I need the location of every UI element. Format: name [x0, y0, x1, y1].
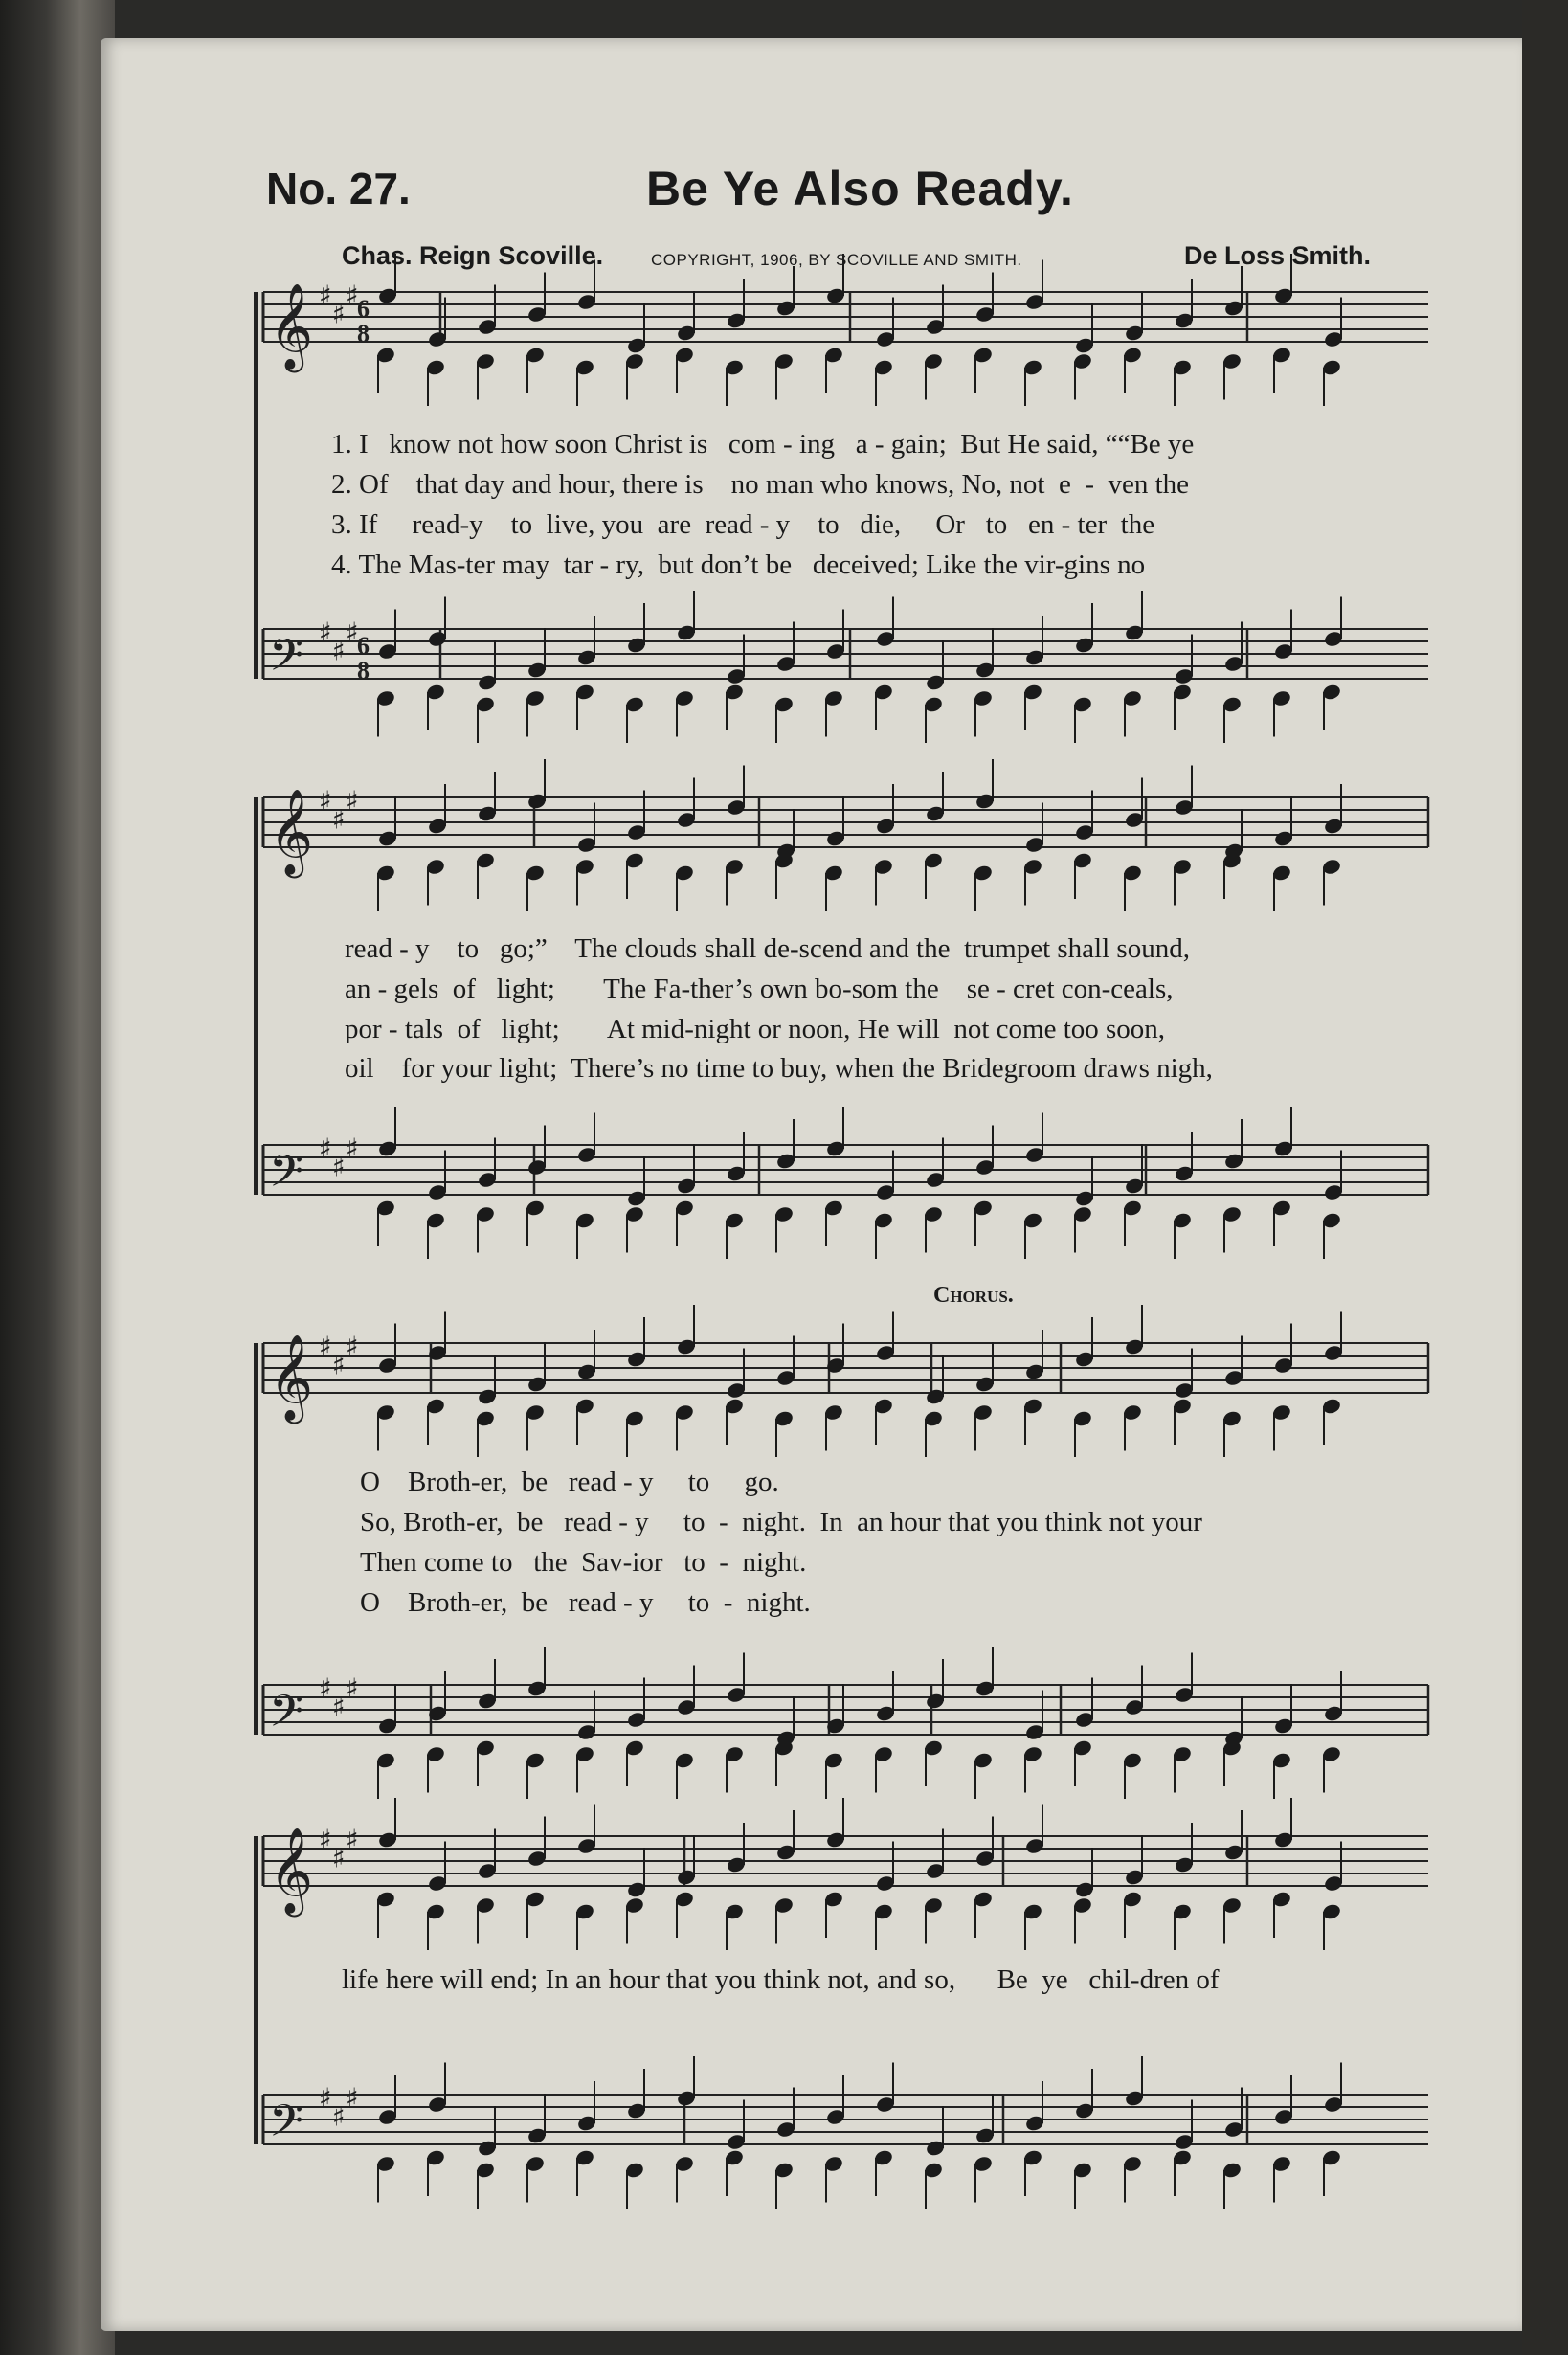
key-sharp: ♯ [346, 785, 359, 817]
lyric-chorus-line-5: life here will end; In an hour that you think not, and so, Be ye chil-dren of [342, 1964, 1220, 1995]
lyric-verse-4-line-2: oil for your light; There’s no time to buy, when the Bridegroom draws nigh, [345, 1053, 1213, 1084]
lyric-verse-3-line-2: por - tals of light; At mid-night or noon, He will not come too soon, [345, 1014, 1166, 1044]
bass-clef: 𝄢 [269, 630, 304, 692]
key-sharp: ♯ [319, 2082, 332, 2114]
key-sharp: ♯ [319, 1331, 332, 1362]
chorus-label: Chorus. [933, 1283, 1014, 1308]
time-signature-top: 6 [357, 632, 370, 660]
treble-clef: 𝄞 [269, 283, 314, 370]
lyric-chorus-line-3: Then come to the Sav-ior to - night. [360, 1547, 807, 1578]
lyric-verse-2-line-2: an - gels of light; The Fa-ther’s own bo-som the se - cret con-ceals, [345, 974, 1174, 1004]
key-sharp: ♯ [346, 1824, 359, 1855]
time-signature-top: 6 [357, 295, 370, 323]
lyric-chorus-line-4: O Broth-er, be read - y to - night. [360, 1587, 811, 1618]
time-signature-bottom: 8 [357, 320, 370, 348]
lyricist-credit: Chas. Reign Scoville. [342, 241, 604, 270]
key-sharp: ♯ [319, 1824, 332, 1855]
key-sharp: ♯ [332, 1691, 346, 1723]
copyright-notice: COPYRIGHT, 1906, BY SCOVILLE AND SMITH. [651, 251, 1022, 269]
hymn-number: No. 27. [266, 164, 411, 213]
treble-clef: 𝄞 [269, 1828, 314, 1914]
key-sharp: ♯ [332, 298, 346, 330]
treble-clef: 𝄞 [269, 1334, 314, 1421]
lyric-verse-1-line-1: 1. I know not how soon Christ is com - ing a - gain; But He said, ““Be ye [331, 429, 1195, 460]
lyric-chorus-line-2: So, Broth-er, be read - y to - night. In an hour that you think not your [360, 1507, 1202, 1537]
key-sharp: ♯ [319, 1672, 332, 1704]
key-sharp: ♯ [346, 617, 359, 648]
bass-clef: 𝄢 [269, 1146, 304, 1208]
key-sharp: ♯ [332, 1842, 346, 1874]
key-sharp: ♯ [346, 1331, 359, 1362]
treble-clef: 𝄞 [269, 789, 314, 875]
lyric-verse-2-line-1: 2. Of that day and hour, there is no man who knows, No, not e - ven the [331, 469, 1190, 500]
lyric-chorus-line-1: O Broth-er, be read - y to go. [360, 1467, 779, 1497]
key-sharp: ♯ [319, 1133, 332, 1164]
key-sharp: ♯ [332, 2100, 346, 2133]
key-sharp: ♯ [346, 2082, 359, 2114]
key-sharp: ♯ [319, 280, 332, 311]
key-sharp: ♯ [346, 1133, 359, 1164]
key-sharp: ♯ [319, 785, 332, 817]
key-sharp: ♯ [332, 635, 346, 667]
key-sharp: ♯ [346, 1672, 359, 1704]
lyric-verse-3-line-1: 3. If read-y to live, you are read - y to die, Or to en - ter the [331, 509, 1155, 540]
hymn-title: Be Ye Also Ready. [646, 162, 1074, 215]
key-sharp: ♯ [332, 1349, 346, 1381]
key-sharp: ♯ [346, 280, 359, 311]
key-sharp: ♯ [332, 803, 346, 836]
time-signature-bottom: 8 [357, 657, 370, 684]
composer-credit: De Loss Smith. [1184, 241, 1372, 270]
key-sharp: ♯ [319, 617, 332, 648]
bass-clef: 𝄢 [269, 2096, 304, 2158]
lyric-verse-1-line-2: read - y to go;” The clouds shall de-scend and the trumpet shall sound, [345, 933, 1190, 964]
key-sharp: ♯ [332, 1151, 346, 1183]
lyric-verse-4-line-1: 4. The Mas-ter may tar - ry, but don’t be deceived; Like the vir-gins no [331, 550, 1146, 580]
bass-clef: 𝄢 [269, 1686, 304, 1748]
